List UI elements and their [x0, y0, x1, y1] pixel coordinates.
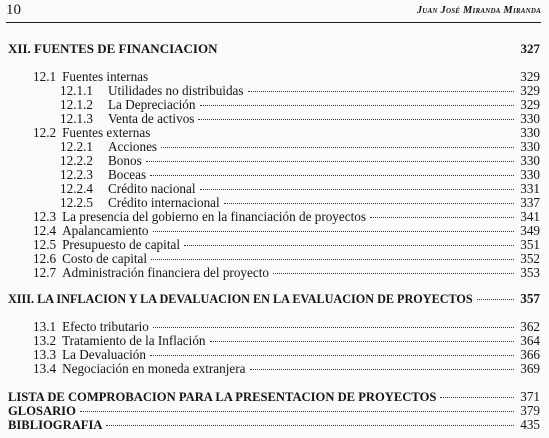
dot-leader — [150, 175, 514, 176]
dot-leader — [210, 341, 514, 342]
entry-page: 330 — [520, 153, 540, 168]
back-matter-entry[interactable] — [8, 390, 540, 404]
entry-number: 12.5 — [33, 237, 57, 252]
entry-title: Venta de activos — [108, 111, 195, 126]
dot-leader — [200, 189, 514, 190]
entry-page: 341 — [520, 209, 540, 224]
entry-number: 12.1 — [33, 69, 57, 84]
dot-leader — [80, 411, 514, 412]
toc-entry[interactable] — [33, 224, 540, 238]
entry-title: Utilidades no distribuidas — [108, 83, 244, 98]
entry-page: 331 — [520, 181, 540, 196]
toc-entry[interactable] — [33, 252, 540, 266]
chapter-heading[interactable] — [8, 292, 540, 306]
chapter-page: 327 — [520, 41, 540, 56]
chapter-title: XIII. LA INFLACION Y LA DEVALUACION EN LA EVALUACION DE PROYECTOS — [8, 292, 473, 306]
entry-page: 364 — [520, 333, 540, 348]
entry-title: Presupuesto de capital — [62, 237, 180, 252]
entry-page: 352 — [520, 251, 540, 266]
dot-leader — [273, 273, 514, 274]
header-rule — [6, 22, 541, 23]
toc-entry[interactable] — [60, 182, 540, 196]
entry-page: 329 — [520, 69, 540, 84]
entry-title: Crédito internacional — [108, 195, 220, 210]
entry-number: 13.1 — [33, 319, 57, 334]
entry-number: 12.2 — [33, 125, 57, 140]
entry-number: 12.1.3 — [60, 111, 93, 126]
toc-entry[interactable] — [33, 70, 540, 84]
dot-leader — [224, 203, 514, 204]
dot-leader — [477, 299, 514, 300]
entry-title: Crédito nacional — [108, 181, 196, 196]
dot-leader — [248, 91, 514, 92]
entry-title: Costo de capital — [62, 251, 148, 266]
chapter-heading[interactable] — [8, 42, 540, 56]
entry-title: La Depreciación — [108, 97, 196, 112]
entry-page: 353 — [520, 265, 540, 280]
dot-leader — [370, 217, 514, 218]
chapter-page: 357 — [520, 291, 540, 306]
toc-entry[interactable] — [33, 334, 540, 348]
back-matter-page: 379 — [520, 403, 540, 418]
entry-title: Fuentes externas — [62, 125, 151, 140]
toc-entry[interactable] — [60, 196, 540, 210]
entry-title: La Devaluación — [62, 347, 146, 362]
entry-number: 13.4 — [33, 361, 57, 376]
entry-number: 12.2.3 — [60, 167, 93, 182]
toc-entry[interactable] — [60, 98, 540, 112]
entry-number: 12.4 — [33, 223, 57, 238]
toc-entry[interactable] — [60, 154, 540, 168]
dot-leader — [200, 105, 515, 106]
entry-title: La presencia del gobierno en la financiación de proyectos — [62, 209, 366, 224]
entry-title: Bonos — [108, 153, 142, 168]
dot-leader — [198, 119, 514, 120]
entry-number: 12.1.1 — [60, 83, 93, 98]
entry-title: Tratamiento de la Inflación — [62, 333, 206, 348]
dot-leader — [250, 369, 514, 370]
entry-number: 12.3 — [33, 209, 57, 224]
entry-title: Boceas — [108, 167, 147, 182]
entry-number: 13.3 — [33, 347, 57, 362]
entry-number: 12.2.4 — [60, 181, 93, 196]
entry-page: 349 — [520, 223, 540, 238]
dot-leader — [153, 327, 514, 328]
back-matter-title: BIBLIOGRAFIA — [8, 418, 103, 432]
chapter-title: XII. FUENTES DE FINANCIACION — [8, 41, 218, 56]
entry-number: 12.1.2 — [60, 97, 93, 112]
toc-entry[interactable] — [60, 140, 540, 154]
back-matter-entry[interactable] — [8, 404, 540, 418]
entry-number: 12.6 — [33, 251, 57, 266]
running-head: Juan José Miranda Miranda — [416, 5, 541, 16]
entry-page: 330 — [520, 111, 540, 126]
back-matter-title: LISTA DE COMPROBACION PARA LA PRESENTACION DE PROYECTOS — [8, 390, 437, 404]
entry-title: Apalancamiento — [62, 223, 149, 238]
page-header — [6, 2, 541, 22]
entry-page: 329 — [520, 83, 540, 98]
entry-page: 362 — [520, 319, 540, 334]
entry-page: 366 — [520, 347, 540, 362]
entry-title: Acciones — [108, 139, 158, 154]
toc-entry[interactable] — [33, 362, 540, 376]
toc-entry[interactable] — [60, 84, 540, 98]
back-matter-entry[interactable] — [8, 418, 540, 432]
back-matter-page: 371 — [520, 389, 540, 404]
entry-page: 351 — [520, 237, 540, 252]
dot-leader — [184, 245, 514, 246]
entry-title: Administración financiera del proyecto — [62, 265, 269, 280]
dot-leader — [153, 231, 515, 232]
back-matter-title: GLOSARIO — [8, 404, 76, 418]
dot-leader — [161, 147, 514, 148]
dot-leader — [151, 259, 514, 260]
dot-leader — [106, 425, 514, 426]
entry-number: 12.2.2 — [60, 153, 93, 168]
entry-page: 337 — [520, 195, 540, 210]
dot-leader — [150, 355, 514, 356]
entry-title: Fuentes internas — [62, 69, 149, 84]
entry-number: 13.2 — [33, 333, 57, 348]
toc-entry[interactable] — [33, 238, 540, 252]
toc-entry[interactable] — [33, 320, 540, 334]
entry-page: 330 — [520, 167, 540, 182]
toc-entry[interactable] — [33, 266, 540, 280]
page-number: 10 — [6, 2, 21, 18]
entry-title: Efecto tributario — [62, 319, 149, 334]
toc-entry[interactable] — [33, 210, 540, 224]
entry-number: 12.2.5 — [60, 195, 93, 210]
dot-leader — [440, 397, 514, 398]
entry-number: 12.2.1 — [60, 139, 93, 154]
entry-page: 369 — [520, 361, 540, 376]
entry-page: 330 — [520, 125, 540, 140]
entry-page: 330 — [520, 139, 540, 154]
entry-page: 329 — [520, 97, 540, 112]
toc-entry[interactable] — [60, 112, 540, 126]
entry-title: Negociación en moneda extranjera — [62, 361, 246, 376]
dot-leader — [146, 161, 514, 162]
toc-entry[interactable] — [33, 348, 540, 362]
toc-entry[interactable] — [60, 168, 540, 182]
entry-number: 12.7 — [33, 265, 57, 280]
back-matter-page: 435 — [520, 417, 540, 432]
toc-entry[interactable] — [33, 126, 540, 140]
